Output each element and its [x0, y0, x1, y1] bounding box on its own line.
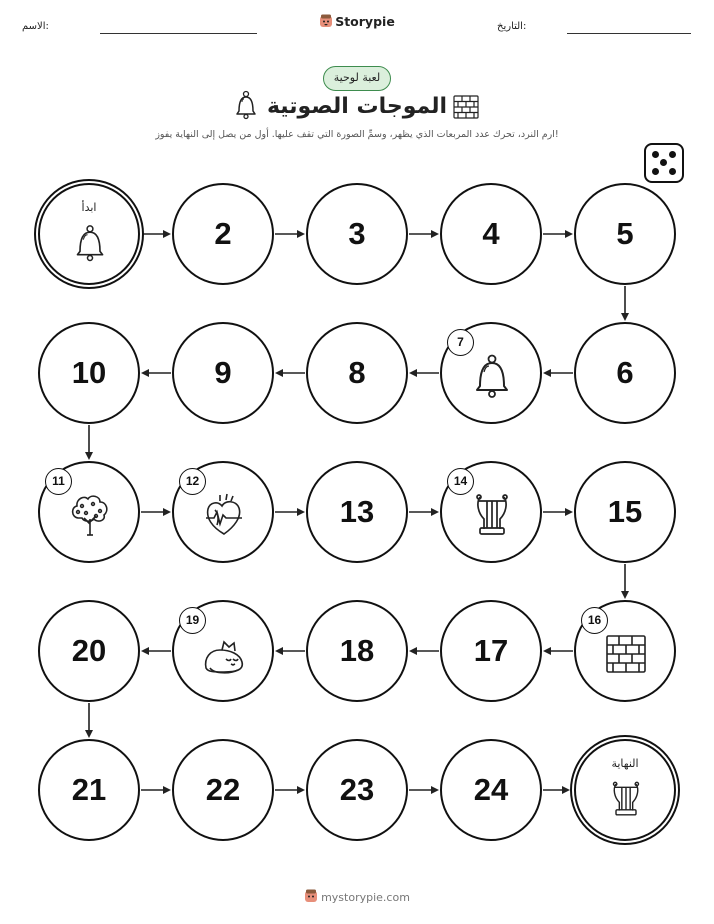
space-number: 2 [214, 216, 232, 251]
arrow-10-to-11 [85, 425, 93, 460]
space-number-badge: 14 [447, 468, 474, 495]
space-number: 23 [339, 772, 375, 807]
arrow-22-to-23 [275, 786, 305, 794]
board-space-14 [440, 461, 542, 563]
board-space-18 [306, 600, 408, 702]
footer-url: mystorypie.com [321, 891, 410, 904]
space-number: 10 [71, 355, 107, 390]
heart-icon [200, 491, 248, 539]
arrow-6-to-7 [543, 369, 573, 377]
space-number: 9 [214, 355, 232, 390]
space-number: 15 [607, 494, 643, 529]
board-space-9 [172, 322, 274, 424]
lyre-icon [606, 779, 646, 819]
arrow-12-to-13 [275, 508, 305, 516]
space-number: 13 [339, 494, 375, 529]
arrow-13-to-14 [409, 508, 439, 516]
board-space-5 [574, 183, 676, 285]
brand-name: Storypie [335, 14, 395, 29]
arrow-19-to-20 [141, 647, 171, 655]
space-number: 22 [205, 772, 241, 807]
bell-icon [468, 352, 516, 400]
arrow-16-to-17 [543, 647, 573, 655]
board-space-6 [574, 322, 676, 424]
arrow-17-to-18 [409, 647, 439, 655]
space-number: 17 [473, 633, 509, 668]
space-number: 6 [616, 355, 634, 390]
arrow-21-to-22 [141, 786, 171, 794]
arrow-7-to-8 [409, 369, 439, 377]
space-number: 8 [348, 355, 366, 390]
space-number: 4 [482, 216, 500, 251]
brick-wall-icon [602, 630, 650, 678]
page-title: الموجات الصوتية [266, 94, 448, 119]
board-space-17 [440, 600, 542, 702]
space-number-badge: 19 [179, 607, 206, 634]
space-number-badge: 11 [45, 468, 72, 495]
lyre-icon [468, 491, 516, 539]
instructions: ارم النرد، تحرك عدد المربعات الذي يظهر، وسمِّ الصورة التي تقف عليها. أول من يصل إلى النهاية يفوز! [155, 129, 559, 140]
space-number-badge: 16 [581, 607, 608, 634]
game-type-badge: لعبة لوحية [323, 66, 391, 91]
space-number: 5 [616, 216, 634, 251]
arrow-8-to-9 [275, 369, 305, 377]
space-number-badge: 12 [179, 468, 206, 495]
arrow-9-to-10 [141, 369, 171, 377]
board-space-15 [574, 461, 676, 563]
board-space-22 [172, 739, 274, 841]
tree-icon [66, 491, 114, 539]
sleeping-cat-icon [200, 630, 248, 678]
space-number-badge: 7 [447, 329, 474, 356]
arrow-5-to-6 [621, 286, 629, 321]
space-number: 3 [348, 216, 366, 251]
board-space-1 [38, 183, 140, 285]
board-space-12 [172, 461, 274, 563]
space-number: 18 [339, 633, 375, 668]
board-space-7 [440, 322, 542, 424]
space-number: 24 [473, 772, 509, 807]
arrow-20-to-21 [85, 703, 93, 738]
board-space-24 [440, 739, 542, 841]
finish-label: النهاية [611, 757, 639, 770]
name-label: الاسم: [22, 21, 49, 32]
board-space-2 [172, 183, 274, 285]
start-label: ابدأ [81, 201, 97, 214]
board-space-3 [306, 183, 408, 285]
board-space-25 [574, 739, 676, 841]
arrow-23-to-24 [409, 786, 439, 794]
space-number: 21 [71, 772, 107, 807]
footer [0, 889, 714, 904]
board-space-11 [38, 461, 140, 563]
arrow-1-to-2 [143, 230, 171, 238]
board-space-16 [574, 600, 676, 702]
arrow-11-to-12 [141, 508, 171, 516]
board-space-8 [306, 322, 408, 424]
board-space-4 [440, 183, 542, 285]
space-number: 20 [71, 633, 107, 668]
storypie-mascot-icon [304, 889, 318, 903]
board-space-23 [306, 739, 408, 841]
arrow-14-to-15 [543, 508, 573, 516]
board-space-20 [38, 600, 140, 702]
arrow-3-to-4 [409, 230, 439, 238]
board-space-13 [306, 461, 408, 563]
date-label: التاريخ: [497, 21, 527, 32]
board-space-19 [172, 600, 274, 702]
arrow-18-to-19 [275, 647, 305, 655]
arrow-2-to-3 [275, 230, 305, 238]
arrow-24-to-25 [543, 786, 570, 794]
bell-icon [70, 223, 110, 263]
board-space-10 [38, 322, 140, 424]
board-space-21 [38, 739, 140, 841]
arrow-15-to-16 [621, 564, 629, 599]
arrow-4-to-5 [543, 230, 573, 238]
